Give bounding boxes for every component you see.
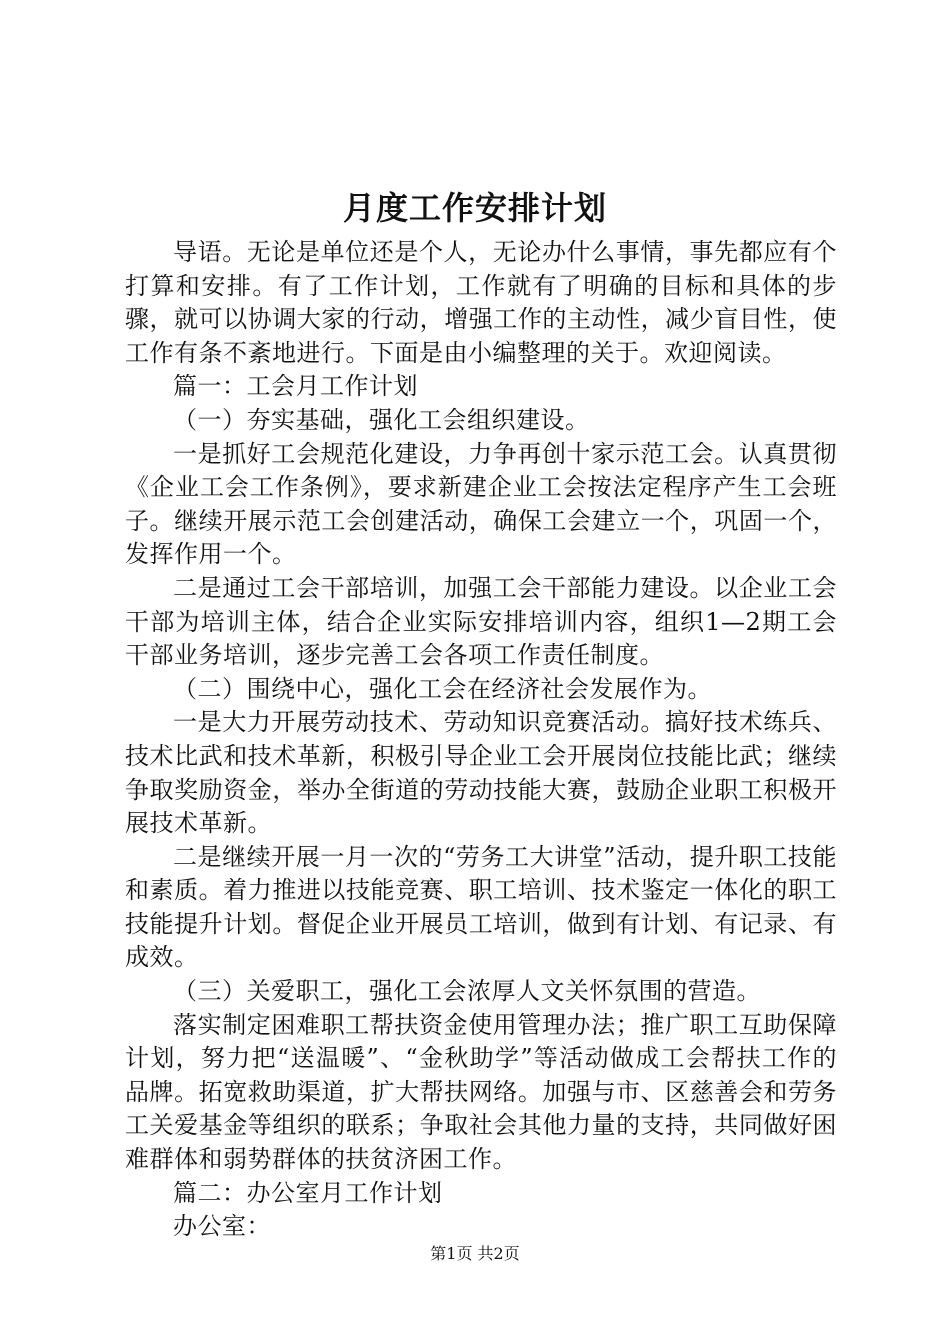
section-heading-2: 篇二：办公室月工作计划 bbox=[173, 1178, 443, 1207]
subheading-3: （三）关爱职工，强化工会浓厚人文关怀氛围的营造。 bbox=[173, 977, 761, 1006]
paragraph: 一是大力开展劳动技术、劳动知识竞赛活动。搞好技术练兵、技术比武和技术革新，积极引导企业工会开展岗位技能比武；继续争取奖励资金，举办全街道的劳动技能大赛，鼓励企业职工积极开展技术革新。 bbox=[125, 708, 837, 838]
paragraph: 二是通过工会干部培训，加强工会干部能力建设。以企业工会干部为培训主体，结合企业实际安排培训内容，组织1—2期工会干部业务培训，逐步完善工会各项工作责任制度。 bbox=[125, 573, 837, 670]
document-title: 月度工作安排计划 bbox=[342, 189, 607, 227]
paragraph: 落实制定困难职工帮扶资金使用管理办法；推广职工互助保障计划，努力把“送温暖”、“金秋助学”等活动做成工会帮扶工作的品牌。拓宽救助渠道，扩大帮扶网络。加强与市、区慈善会和劳务工关爱基金等组织的联系；争取社会其他力量的支持，共同做好困难群体和弱势群体的扶贫济困工作。 bbox=[125, 1010, 837, 1174]
page-number: 第1页 共2页 bbox=[430, 1244, 520, 1263]
section-heading-1: 篇一：工会月工作计划 bbox=[173, 372, 418, 401]
subheading-1: （一）夯实基础，强化工会组织建设。 bbox=[173, 405, 590, 434]
paragraph: 办公室： bbox=[173, 1212, 271, 1241]
document-body bbox=[125, 236, 837, 1244]
paragraph: 一是抓好工会规范化建设，力争再创十家示范工会。认真贯彻《企业工会工作条例》，要求新建企业工会按法定程序产生工会班子。继续开展示范工会创建活动，确保工会建立一个，巩固一个，发挥作用一个。 bbox=[125, 439, 837, 569]
subheading-2: （二）围绕中心，强化工会在经济社会发展作为。 bbox=[173, 674, 712, 703]
paragraph: 二是继续开展一月一次的“劳务工大讲堂”活动，提升职工技能和素质。着力推进以技能竞赛、职工培训、技术鉴定一体化的职工技能提升计划。督促企业开展员工培训，做到有计划、有记录、有成效。 bbox=[125, 842, 837, 972]
paragraph-intro: 导语。无论是单位还是个人，无论办什么事情，事先都应有个打算和安排。有了工作计划，工作就有了明确的目标和具体的步骤，就可以协调大家的行动，增强工作的主动性，减少盲目性，使工作有条不紊地进行。下面是由小编整理的关于。欢迎阅读。 bbox=[125, 238, 837, 367]
